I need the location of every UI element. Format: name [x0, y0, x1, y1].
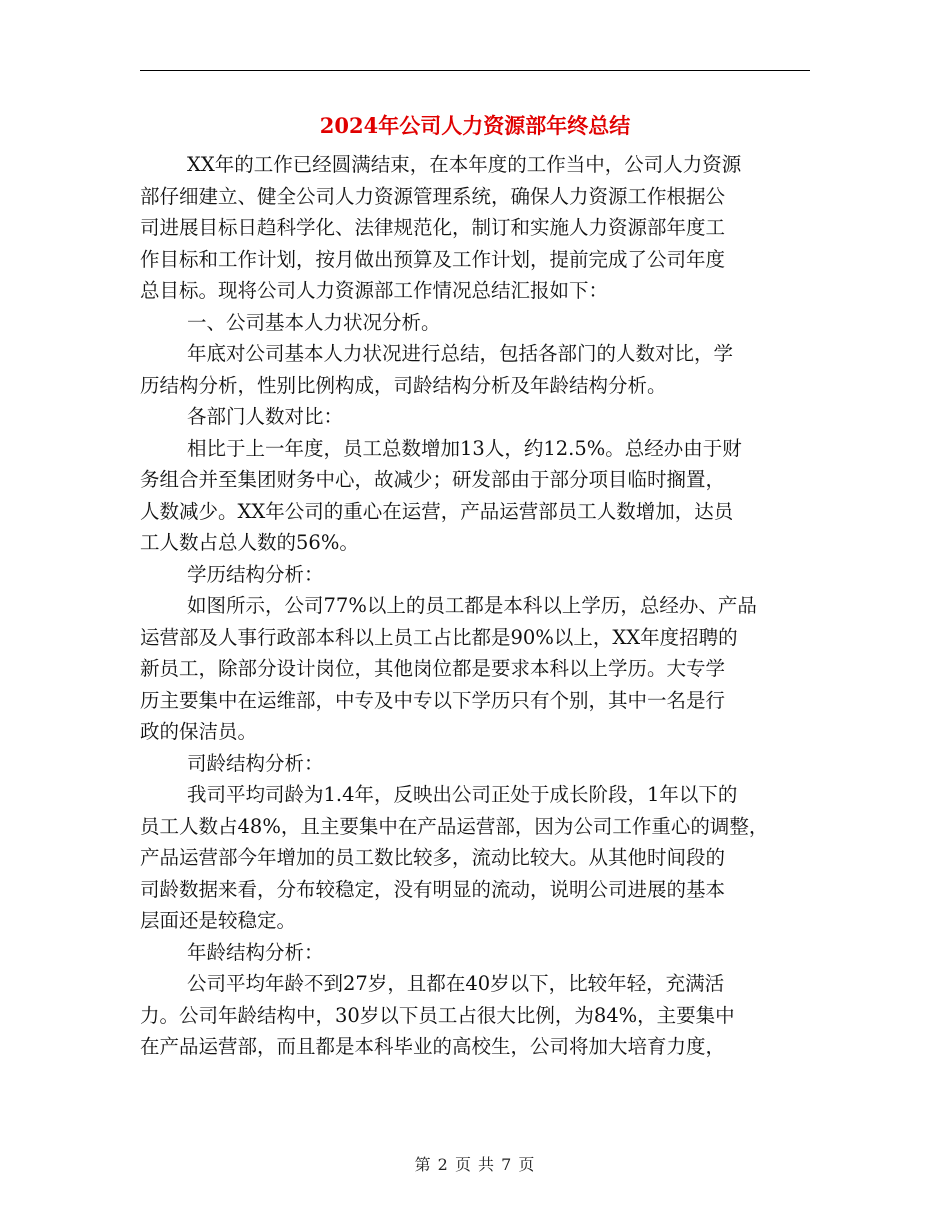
- body-line: XX年的工作已经圆满结束，在本年度的工作当中，公司人力资源: [187, 153, 742, 176]
- document-body: [140, 149, 820, 1063]
- body-line: 力。公司年龄结构中，30岁以下员工占很大比例，为84%，主要集中: [140, 1003, 735, 1027]
- body-line: 相比于上一年度，员工总数增加13人，约12.5%。总经办由于财: [187, 436, 742, 460]
- body-line: 工人数占总人数的56%。: [140, 531, 359, 554]
- body-line: 司进展目标日趋科学化、法律规范化，制订和实施人力资源部年度工: [140, 216, 726, 239]
- body-line: 年龄结构分析：: [187, 940, 324, 964]
- body-line: 司龄数据来看，分布较稳定，没有明显的流动，说明公司进展的基本: [140, 877, 726, 901]
- body-line: 新员工，除部分设计岗位，其他岗位都是要求本科以上学历。大专学: [140, 657, 726, 680]
- body-line: 部仔细建立、健全公司人力资源管理系统，确保人力资源工作根据公: [140, 184, 726, 208]
- body-line: 运营部及人事行政部本科以上员工占比都是90%以上，XX年度招聘的: [140, 625, 738, 649]
- body-line: 如图所示，公司77%以上的员工都是本科以上学历，总经办、产品: [187, 594, 757, 617]
- body-line: 人数减少。XX年公司的重心在运营，产品运营部员工人数增加，达员: [140, 499, 734, 523]
- document-title: 2024年公司人力资源部年终总结: [319, 113, 631, 138]
- body-line: 我司平均司龄为1.4年，反映出公司正处于成长阶段，1年以下的: [187, 783, 738, 806]
- body-line: 员工人数占48%，且主要集中在产品运营部，因为公司工作重心的调整，: [140, 814, 769, 838]
- body-line: 年底对公司基本人力状况进行总结，包括各部门的人数对比，学: [187, 342, 734, 365]
- body-line: 产品运营部今年增加的员工数比较多，流动比较大。从其他时间段的: [140, 846, 726, 869]
- body-line: 学历结构分析：: [187, 562, 324, 586]
- body-line: 历结构分析，性别比例构成，司龄结构分析及年龄结构分析。: [140, 373, 667, 397]
- body-line: 总目标。现将公司人力资源部工作情况总结汇报如下：: [140, 279, 609, 302]
- body-line: 在产品运营部，而且都是本科毕业的高校生，公司将加大培育力度，: [140, 1035, 726, 1058]
- body-line: 作目标和工作计划，按月做出预算及工作计划，提前完成了公司年度: [140, 247, 726, 271]
- body-line: 公司平均年龄不到27岁，且都在40岁以下，比较年轻，充满活: [187, 972, 725, 995]
- body-line: 层面还是较稳定。: [140, 909, 297, 932]
- body-line: 政的保洁员。: [140, 720, 258, 743]
- body-line: 一、公司基本人力状况分析。: [187, 310, 441, 334]
- body-line: 司龄结构分析：: [187, 751, 324, 775]
- header-rule: [140, 70, 810, 71]
- page-number: 第 2 页 共 7 页: [414, 1155, 536, 1174]
- body-line: 各部门人数对比：: [187, 405, 344, 428]
- body-line: 务组合并至集团财务中心，故减少；研发部由于部分项目临时搁置，: [140, 468, 726, 491]
- body-line: 历主要集中在运维部，中专及中专以下学历只有个别，其中一名是行: [140, 688, 726, 712]
